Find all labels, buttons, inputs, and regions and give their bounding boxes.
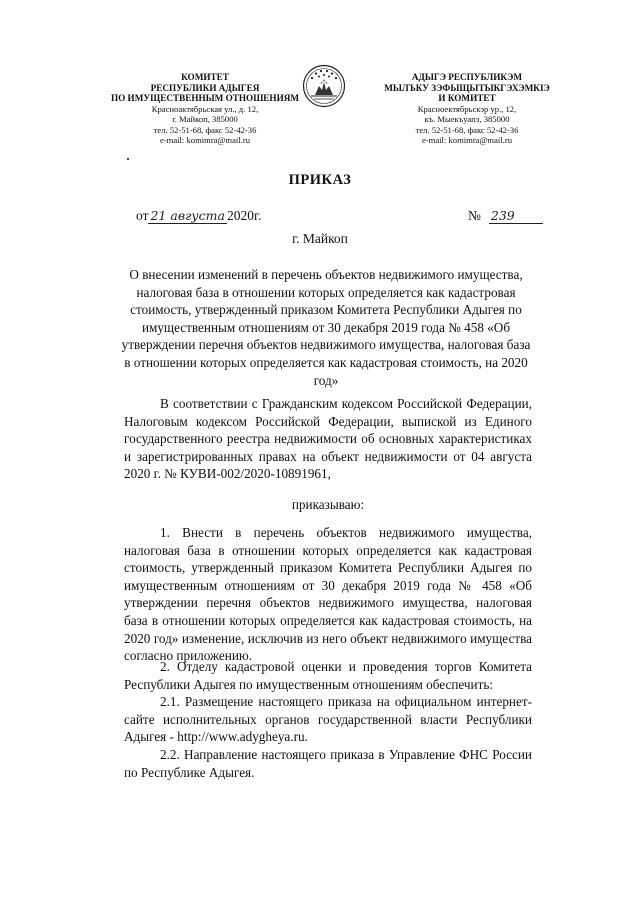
preamble-block: [124, 395, 532, 483]
item2-text: 2. Отделу кадастровой оценки и проведения торгов Комитета Республики Адыгея по имущественным отношениям обеспечить:: [124, 659, 532, 692]
date-prefix: от: [136, 208, 149, 223]
order-subject: О внесении изменений в перечень объектов недвижимого имущества, налоговая база в отношении которых определяется как кадастровая стоимость, утвержденный приказом Комитета Республики Адыгея по имущественным отношениям от 30 декабря 2019 года № 458 «Об утверждении перечня объектов недвижимого имущества, налоговая база в отношении которых определяется как кадастровая стоимость, на 2020 год»: [121, 267, 531, 388]
item2-1-text: 2.1. Размещение настоящего приказа на официальном интернет-сайте исполнительных органов государственной власти Республики Адыгея - http://www.adygheya.ru.: [124, 694, 532, 745]
header-left-line1: КОМИТЕТ: [181, 72, 229, 82]
number-label: №: [468, 208, 481, 223]
header-left-phone: тел. 52-51-68, факс 52-42-36: [153, 124, 257, 135]
item1-block: [124, 524, 532, 665]
header-left-block: [100, 72, 310, 145]
document-title: ПРИКАЗ: [288, 172, 352, 188]
preamble-text: В соответствии с Гражданским кодексом Российской Федерации, Налоговым кодексом Российской Федерации, выпиской из Единого государственного реестра недвижимости об основных характеристиках и зарегистрированных правах на объект недвижимости от 04 августа 2020 г. № КУВИ-002/2020-10891961,: [124, 396, 532, 482]
header-left-line3: ПО ИМУЩЕСТВЕННЫМ ОТНОШЕНИЯМ: [110, 93, 300, 104]
header-right-line1: АДЫГЭ РЕСПУБЛИКЭМ: [411, 72, 523, 82]
order-word-block: [124, 496, 532, 514]
item1-text: 1. Внести в перечень объектов недвижимого имущества, налоговая база в отношении которых определяется как кадастровая стоимость, утвержденный приказом Комитета Республики Адыгея по имущественным отношениям от 30 декабря 2019 года № 458 «Об утверждении перечня объектов недвижимого имущества, налоговая база в отношении которых определяется как кадастровая стоимость, на 2020 год» изменение, исключив из него объект недвижимого имущества согласно приложению.: [124, 525, 532, 664]
item2-block: [124, 658, 532, 781]
order-word: приказываю:: [291, 497, 365, 512]
header-left-line2: РЕСПУБЛИКИ АДЫГЕЯ: [150, 82, 260, 93]
header-right-email: e-mail: komimra@mail.ru: [421, 135, 512, 145]
date-suffix: 2020г.: [226, 208, 262, 223]
header-right-phone: тел. 52-51-68, факс 52-42-36: [415, 124, 519, 135]
header-right-line2: МЫЛЪКУ ЗЭФЫЩЫТЫКГЭХЭМКIЭ: [384, 82, 550, 93]
date-line: [136, 208, 261, 224]
scan-dot: [127, 158, 129, 160]
date-handwritten: 21 августа: [150, 208, 225, 223]
header-right-block: [368, 72, 566, 145]
header-right-line3: И КОМИТЕТ: [438, 93, 496, 104]
city-line: г. Майкоп: [292, 231, 348, 246]
item2-2-text: 2.2. Направление настоящего приказа в Управление ФНС России по Республике Адыгея.: [124, 746, 532, 780]
header-left-address1: Красноактябрьская ул., д. 12,: [151, 103, 259, 114]
header-left-email: e-mail: komimra@mail.ru: [159, 135, 250, 145]
header-right-address1: Красноектябрьскэр ур., 12,: [417, 103, 517, 114]
order-number-line: [468, 208, 543, 224]
header-right-address2: къ. Мыекъуапэ, 385000: [424, 114, 510, 125]
number-handwritten: 239: [489, 208, 543, 224]
header-left-address2: г. Майкоп, 385000: [172, 114, 238, 125]
adygea-emblem-icon: [302, 64, 346, 108]
